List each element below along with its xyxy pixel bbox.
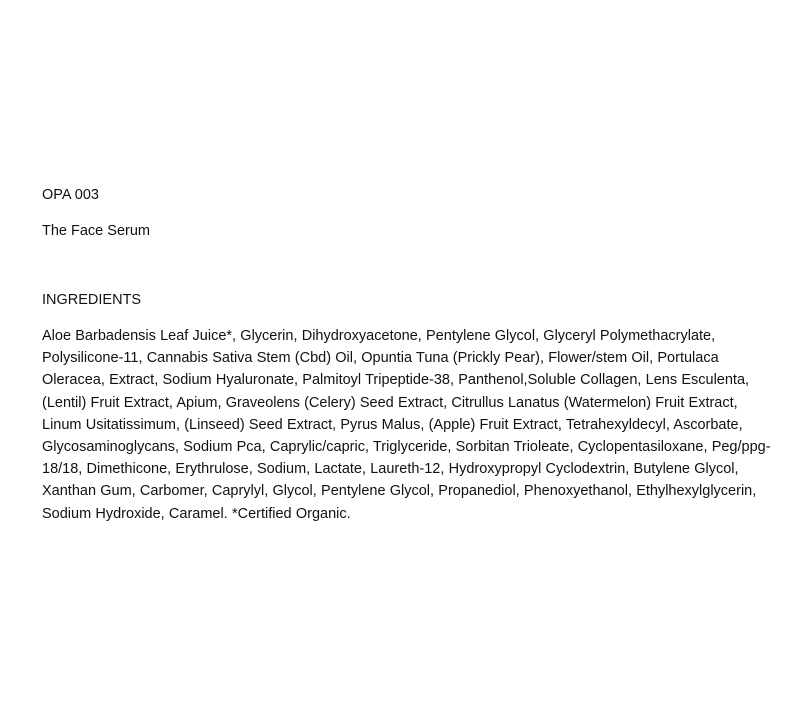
- product-code: OPA 003: [42, 187, 99, 203]
- ingredients-heading: INGREDIENTS: [42, 292, 142, 308]
- document-body: [42, 184, 772, 525]
- product-name: The Face Serum: [42, 223, 150, 239]
- ingredients-list: Aloe Barbadensis Leaf Juice*, Glycerin, Dihydroxyacetone, Pentylene Glycol, Glyceryl Polymethacrylate, Polysilicone-11, Cannabis Sativa Stem (Cbd) Oil, Opuntia Tuna (Prickly Pear), Flower/stem Oil, Portulaca Oleracea, Extract, Sodium Hyaluronate, Palmitoyl Tripeptide-38, Panthenol,Soluble Collagen, Lens Esculenta, (Lentil) Fruit Extract, Apium, Graveolens (Celery) Seed Extract, Citrullus Lanatus (Watermelon) Fruit Extract, Linum Usitatissimum, (Linseed) Seed Extract, Pyrus Malus, (Apple) Fruit Extract, Tetrahexyldecyl, Ascorbate, Glycosaminoglycans, Sodium Pca, Caprylic/capric, Triglyceride, Sorbitan Trioleate, Cyclopentasiloxane, Peg/ppg-18/18, Dimethicone, Erythrulose, Sodium, Lactate, Laureth-12, Hydroxypropyl Cyclodextrin, Butylene Glycol, Xanthan Gum, Carbomer, Caprylyl, Glycol, Pentylene Glycol, Propanediol, Phenoxyethanol, Ethylhexylglycerin, Sodium Hydroxide, Caramel. *Certified Organic.: [42, 328, 771, 522]
